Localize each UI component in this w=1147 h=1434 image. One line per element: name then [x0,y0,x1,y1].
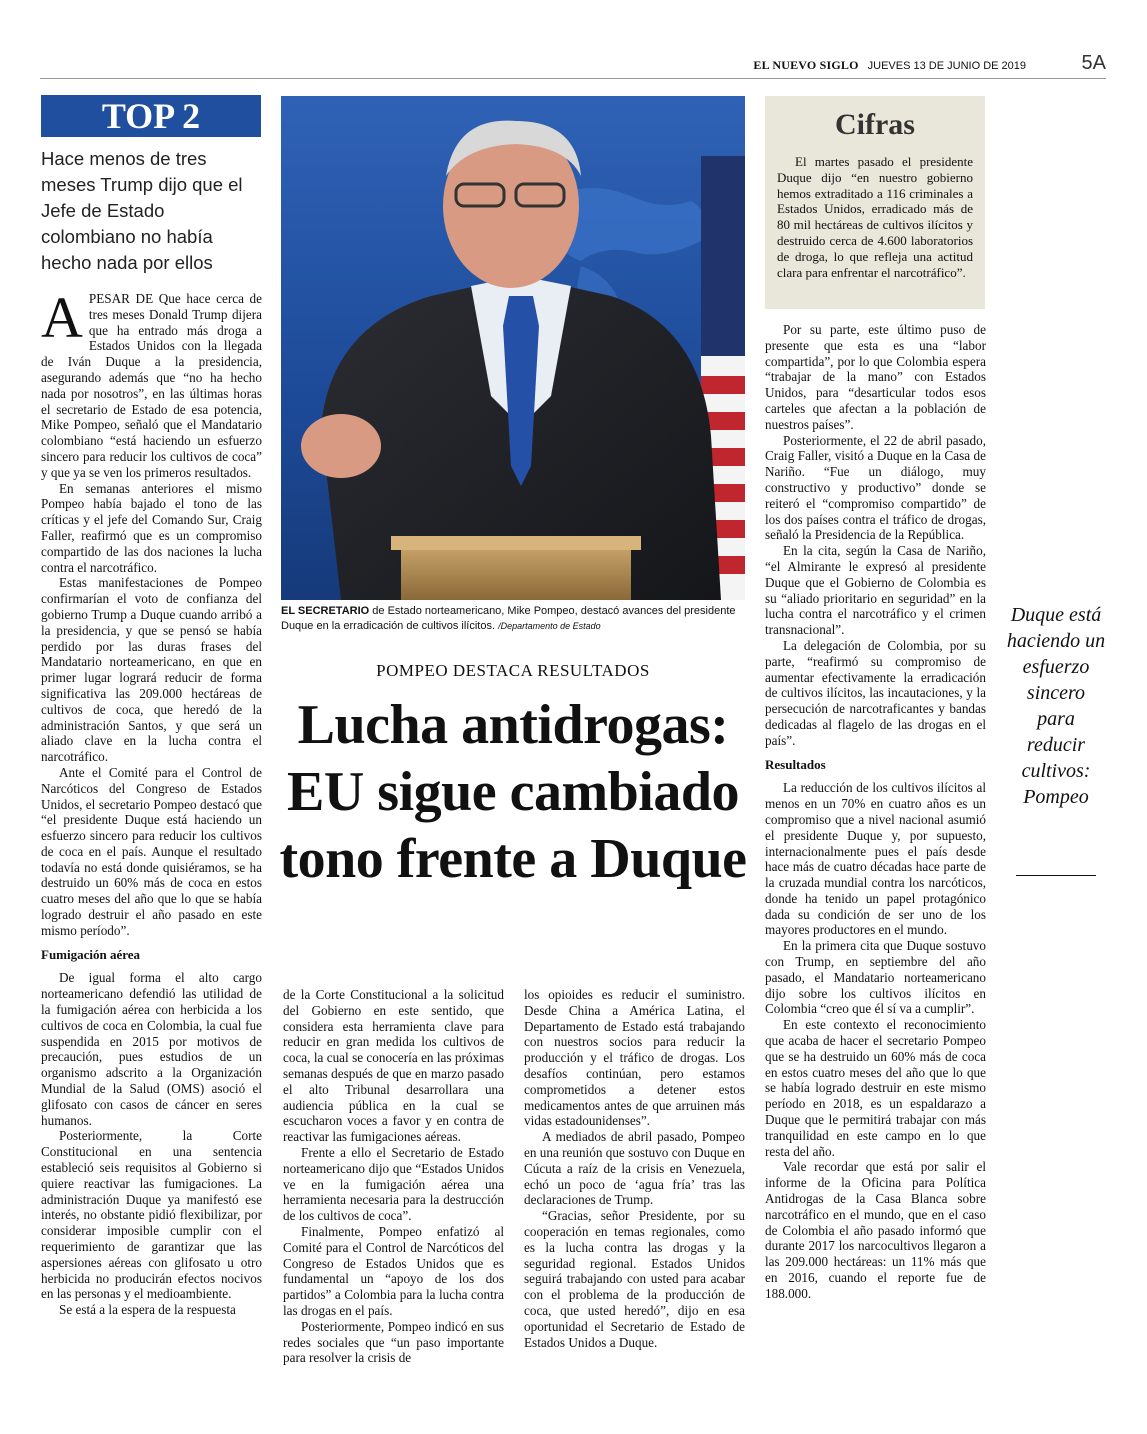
article-paragraph: Vale recordar que está por salir el informe de la Oficina para Política Antidrogas de la Casa Blanca sobre narcotráfico en el mundo, que en el caso de Colombia el año pasado informó que durante 2017 los narcocultivos llegaron a las 209.000 hectáreas: un 11% más que en 2016, cuando el reporte fue de 188.000. [765,1159,986,1301]
section-heading: Resultados [765,756,826,772]
cifras-box [765,96,985,309]
top2-label: TOP 2 [41,95,261,137]
cifras-title: Cifras [835,108,915,141]
article-paragraph: Posteriormente, la Corte Constitucional en una sentencia estableció seis requisitos al Gobierno si quiere reactivar las fumigaciones. La administración Duque ya manifestó ese interés, no obstante pidió flexibilizar, por considerar imposible cumplir con el requerimiento de garantizar que las aspersiones aéreas con glifosato u otro herbicida no producirán efectos nocivos en las personas y el medioambiente. [41,1128,262,1302]
article-kicker: POMPEO DESTACA RESULTADOS [376,661,650,680]
article-headline: Lucha antidrogas: EU sigue cambiado tono frente a Duque [279,694,747,890]
article-paragraph: A mediados de abril pasado, Pompeo en una reunión que sostuvo con Duque en Cúcuta a raíz de la crisis en Venezuela, echó un poco de ‘agua fría’ tras las declaraciones de Trump. [524,1129,745,1208]
photo-caption [281,604,745,634]
article-paragraph: Frente a ello el Secretario de Estado norteamericano dijo que “Estados Unidos ve en la fumigación aérea una herramienta necesaria para la destrucción de los cultivos de coca”. [283,1144,504,1224]
article-paragraph: Finalmente, Pompeo enfatizó al Comité para el Control de Narcóticos del Congreso de Estados Unidos que es fundamental un “apoyo de los dos partidos” a Colombia para la lucha contra las drogas en el país. [283,1223,504,1318]
article-paragraph: Posteriormente, Pompeo indicó en sus redes sociales que “un paso importante para resolver la crisis de [283,1318,504,1366]
page-number: 5A [1081,52,1106,74]
article-paragraph: De igual forma el alto cargo norteamericano defendió las utilidad de la fumigación aérea con herbicida a los cultivos de coca en Colombia, la cual fue suspendida en 2015 por motivos de precaución, pues estudios de un organismo adscrito a la Organización Mundial de la Salud (OMS) asoció el glifosato con casos de cáncer en seres humanos. [41,970,262,1128]
article-paragraph: APESAR DE Que hace cerca de tres meses Donald Trump dijera que ha entrado más droga a Estados Unidos con la llegada de Iván Duque a la presidencia, asegurando además que “no ha hecho nada por nosotros”, en las últimas horas el secretario de Estado de esa potencia, Mike Pompeo, señaló que el Mandatario colombiano “está haciendo un esfuerzo sincero para reducir los cultivos de coca” y que ya se ven los primeros resultados. [41,285,262,480]
caption-lead: EL SECRETARIO [281,605,370,617]
article-paragraph: Se está a la espera de la respuesta [59,1302,236,1318]
article-column-4 [765,322,986,1302]
pull-quote-rule [1016,875,1096,876]
article-paragraph: En semanas anteriores el mismo Pompeo había bajado el tono de las críticas y el jefe del Comando Sur, Craig Faller, reafirmó que es un compromiso compartido de las dos naciones la lucha contra el narcotráfico. [41,480,262,575]
article-paragraph: En la primera cita que Duque sostuvo con Trump, en septiembre del año pasado, el Mandatario norteamericano dijo sobre los cultivos ilícitos en Colombia “creo que él sí va a cumplir”. [765,938,986,1017]
article-column-1 [41,285,262,1318]
page-header [40,50,1106,79]
masthead [753,58,1026,73]
issue-date: JUEVES 13 DE JUNIO DE 2019 [867,60,1026,72]
article-photo [281,96,745,600]
article-paragraph: En la cita, según la Casa de Nariño, “el Almirante le expresó al presidente Duque que el Gobierno de Colombia es su “aliado prioritario en seguridad” en la lucha contra el narcotráfico y el crimen transnacional”. [765,543,986,638]
caption-credit: /Departamento de Estado [498,621,601,631]
article-column-3 [524,987,745,1350]
article-paragraph: los opioides es reducir el suministro. Desde China a América Latina, el Departamento de Estado está trabajando con nuestros socios para reducir la producción y el tráfico de drogas. Los desafíos continúan, pero estamos comprometidos a detener estos medicamentos antes de que arruinen más vidas estadounidenses”. [524,987,745,1129]
article-paragraph: de la Corte Constitucional a la solicitud del Gobierno en este sentido, que considera esta herramienta clave para reducir en gran medida los cultivos de coca, la cual se conocería en las próximas semanas después de que en marzo pasado el alto Tribunal desarrollara una audiencia pública en la cual se escucharon voces a favor y en contra de reactivar las fumigaciones aéreas. [283,987,504,1145]
cifras-text: El martes pasado el presidente Duque dijo “en nuestro gobierno hemos extraditado a 116 criminales a Estados Unidos, erradicado más de 80 mil hectáreas de cultivos ilícitos y destruido cerca de 4.600 laboratorios de droga, lo que refleja una actitud clara para enfrentar el narcotráfico”. [777,154,973,280]
article-paragraph: Ante el Comité para el Control de Narcóticos del Congreso de Estados Unidos, el secretario Pompeo destacó que “el presidente Duque está haciendo un esfuerzo sincero para reducir los cultivos de coca en el país. Aunque el resultado todavía no está donde quisiéramos, se ha destruido un 60% más de coca en estos cuatro meses del año que lo que se había logrado destruir el año pasado en este mismo período”. [41,764,262,938]
article-paragraph: En este contexto el reconocimiento que acaba de hacer el secretario Pompeo que se ha destruido un 60% más de coca en estos cuatro meses del año que lo que se había logrado destruir en este mismo período en 2018, es un espaldarazo a Duque que le permitirá trabajar con más tranquilidad en este campo en lo que resta del año. [765,1017,986,1159]
article-column-2 [283,987,504,1366]
drop-cap: A [41,285,83,350]
newspaper-name: EL NUEVO SIGLO [753,58,859,72]
pompeo-photo-illustration [281,96,745,600]
article-paragraph: “Gracias, señor Presidente, por su cooperación en temas regionales, como es la lucha contra las drogas y la seguridad regional. Estados Unidos seguirá trabajando con usted para acabar con el problema de la producción de coca, que usted heredó”, dijo en esa oportunidad el Secretario de Estado de Estados Unidos a Duque. [524,1208,745,1350]
article-paragraph: La delegación de Colombia, por su parte, “reafirmó su compromiso de aumentar efectivamente la erradicación de cultivos ilícitos, las incautaciones, y la persecución de narcotraficantes y bandas dedicadas al flagelo de las drogas en el país”. [765,637,986,748]
section-heading: Fumigación aérea [41,946,141,962]
article-paragraph: Estas manifestaciones de Pompeo confirmarían el voto de confianza del gobierno Trump a Duque cuando arribó a la presidencia, y que se pensó se había perdido por las duras frases del Mandatario norteamericano, en que en primer lugar logrará reducir de forma significativa las 209.000 hectáreas de cultivos de coca, que heredó de la administración Santos, y que será un aliado clave en la lucha contra el narcotráfico. [41,575,262,765]
top2-subhead: Hace menos de tres meses Trump dijo que el Jefe de Estado colombiano no había hecho nada por ellos [41,148,243,273]
article-paragraph: La reducción de los cultivos ilícitos al menos en un 70% en cuatro años es un compromiso que a nivel nacional asumió el presidente Duque y, por supuesto, internacionalmente pues el país desde hace más de cuatro décadas hace parte de la cruzada mundial contra los narcóticos, donde ha tenido un papel protagónico dada su condición de ser uno de los mayores productores en el mundo. [765,780,986,938]
article-paragraph: Por su parte, este último puso de presente que esta es una “labor compartida”, por lo que Colombia espera “trabajar de la mano” con Estados Unidos, para “desarticular todos esos carteles que afectan a la población de nuestros países”. [765,322,986,432]
caption-text: de Estado norteamericano, Mike Pompeo, destacó avances del presidente Duque en la erradicación de cultivos ilícitos. [281,605,736,632]
article-paragraph: Posteriormente, el 22 de abril pasado, Craig Faller, visitó a Duque en la Casa de Nariño. “Fue un diálogo, muy constructivo y productivo” donde se reiteró el “compromiso compartido” de los dos países contra el tráfico de drogas, señaló la Presidencia de la República. [765,432,986,543]
pull-quote: Duque está haciendo un esfuerzo sincero para reducir cultivos: Pompeo [1006,604,1106,808]
